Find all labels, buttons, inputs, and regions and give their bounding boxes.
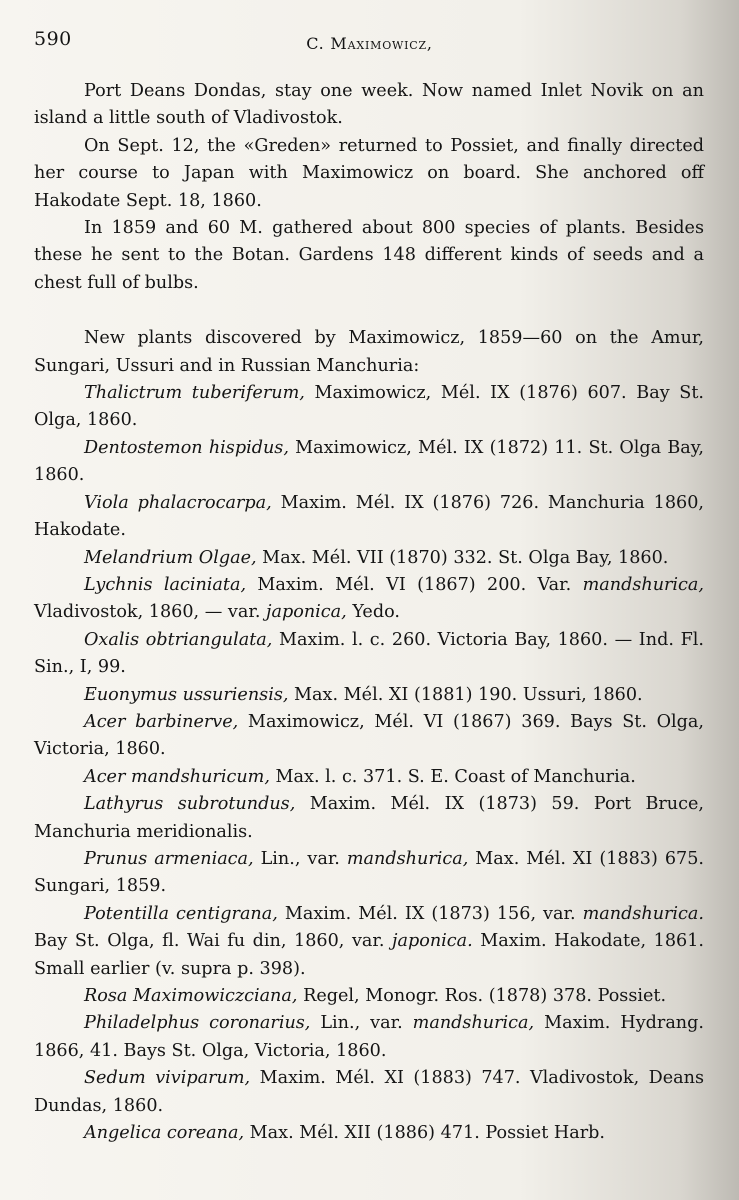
species-name: Prunus armeniaca, [84,848,254,869]
species-name: Melandrium Olgae, [84,547,257,568]
species-entry [34,1010,704,1065]
species-name: Viola phalacrocarpa, [84,492,272,513]
species-entry [34,1065,704,1120]
list-intro: New plants discovered by Maximowicz, 1859—60 on the Amur, Sungari, Ussuri and in Russian Manchuria: [34,328,704,376]
citation: Bay St. Olga, fl. Wai fu din, 1860, var. [34,931,393,952]
citation: Maximowicz, Mél. VI (1867) 369. Bays St. Olga, Victoria, 1860. [34,711,704,760]
citation: Maxim. l. c. 260. Victoria Bay, 1860. — Ind. Fl. Sin., I, 99. [34,629,704,678]
citation: Max. l. c. 371. S. E. Coast of Manchuria. [269,766,636,787]
species-name: Thalictrum tuberiferum, [84,383,305,404]
variety-name: mandshurica. [582,903,704,924]
citation: Max. Mél. VII (1870) 332. St. Olga Bay, 1860. [256,547,669,568]
species-name: Euonymus ussuriensis, [84,684,289,705]
page-header [34,28,705,60]
species-name: Potentilla centigrana, [84,903,278,924]
species-entry [34,380,704,435]
species-name: Dentostemon hispidus, [84,437,289,458]
species-name: Angelica coreana, [84,1123,245,1144]
species-entry [34,627,704,682]
citation: Lin., var. [310,1013,413,1034]
species-name: Rosa Maximowiczciana, [84,986,298,1006]
citation: Max. Mél. XII (1886) 471. Possiet Harb. [244,1123,605,1144]
citation: Maxim. Mél. IX (1873) 156, var. [277,903,583,924]
variety-name: japonica. [392,931,473,952]
species-name: Acer mandshuricum, [84,766,270,787]
citation: Vladivostok, 1860, — var. [34,602,267,623]
species-entry [34,901,704,983]
species-name: Lychnis laciniata, [84,574,247,595]
species-list [34,380,704,1147]
citation: Maxim. Mél. VI (1867) 200. Var. [246,574,583,595]
citation: Maxim. Hydrang. 1866, 41. Bays St. Olga, Victoria, 1860. [34,1013,704,1061]
species-entry [34,846,704,901]
species-name: Oxalis obtriangulata, [84,629,273,650]
species-entry [34,709,704,764]
narrative-paragraph: Port Deans Dondas, stay one week. Now named Inlet Novik on an island a little south of Vladivostok. [34,81,704,129]
citation: Lin., var. [253,848,347,869]
page-body [34,78,704,1147]
variety-name: japonica, [266,602,347,623]
species-entry [34,490,704,545]
citation: Maximowicz, Mél. IX (1872) 11. St. Olga Bay, 1860. [34,437,704,486]
running-head: C. Maximowicz, [306,34,433,53]
variety-name: mandshurica, [346,848,469,869]
citation: Maxim. Mél. XI (1883) 747. Vladivostok, Deans Dundas, 1860. [34,1068,704,1116]
citation: Max. Mél. XI (1881) 190. Ussuri, 1860. [288,684,643,705]
species-entry [34,791,704,846]
species-entry [34,435,704,490]
citation: Yedo. [346,602,400,623]
page-number: 590 [34,28,72,50]
species-entry [34,1120,704,1147]
species-name: Philadelphus coronarius, [84,1013,311,1034]
citation: Maxim. Mél. IX (1873) 59. Port Bruce, Manchuria meridionalis. [34,794,704,842]
species-entry [34,983,704,1010]
narrative-paragraph: In 1859 and 60 M. gathered about 800 species of plants. Besides these he sent to the Botan. Gardens 148 different kinds of seeds and a chest full of bulbs. [34,218,704,293]
narrative-paragraph: On Sept. 12, the «Greden» returned to Possiet, and finally directed her course to Japan with Maximowicz on board. She anchored off Hakodate Sept. 18, 1860. [34,135,704,211]
species-entry [34,572,704,627]
variety-name: mandshurica, [582,574,704,595]
citation: Max. Mél. XI (1883) 675. Sungari, 1859. [34,848,704,897]
citation: Maxim. Mél. IX (1876) 726. Manchuria 1860, Hakodate. [34,492,704,541]
citation: Maxim. Hakodate, 1861. Small earlier (v. supra p. 398). [34,931,704,979]
species-name: Sedum viviparum, [84,1068,251,1089]
variety-name: mandshurica, [412,1013,535,1034]
citation: Regel, Monogr. Ros. (1878) 378. Possiet. [297,986,667,1006]
species-name: Acer barbinerve, [84,711,239,732]
species-name: Lathyrus subrotundus, [84,794,296,815]
species-entry [34,545,704,572]
citation: Maximowicz, Mél. IX (1876) 607. Bay St. Olga, 1860. [34,383,704,431]
species-entry [34,682,704,709]
species-entry [34,764,704,791]
